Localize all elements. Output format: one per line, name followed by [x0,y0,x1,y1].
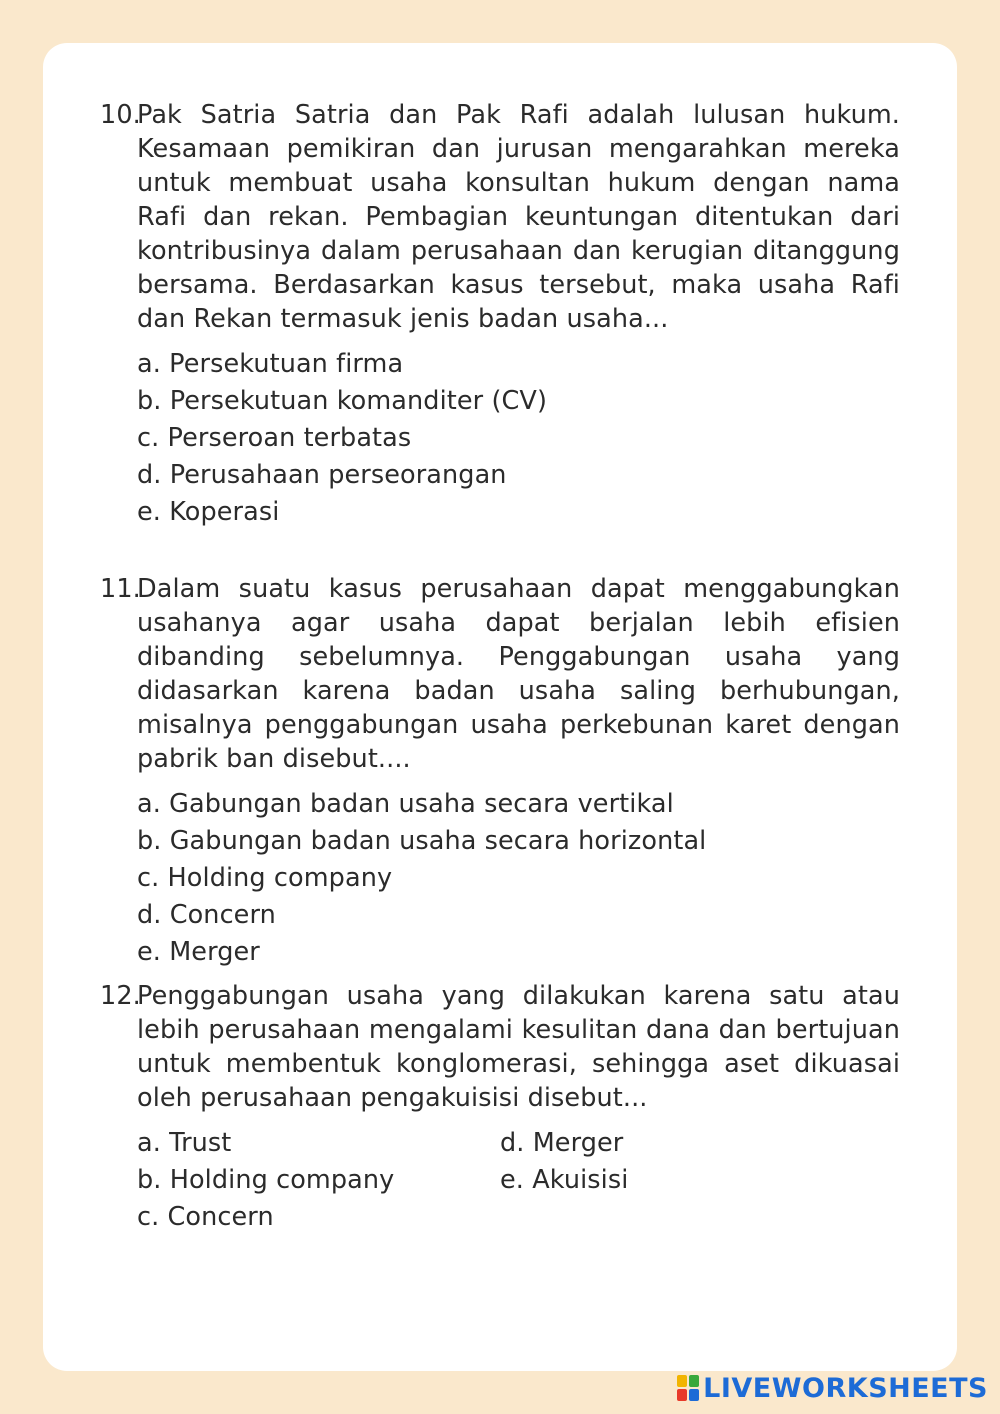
question-11 [100,572,900,971]
option-e[interactable]: e. Merger [137,937,260,967]
question-text: Penggabungan usaha yang dilakukan karena satu atau lebih perusahaan mengalami kesulitan dana dan bertujuan untuk membentuk konglomerasi, sehingga aset dikuasai oleh perusahaan pengakuisisi disebut... [137,981,900,1113]
question-number: 12. [100,981,141,1011]
question-12 [100,979,900,1236]
options-list [137,786,900,971]
option-d[interactable]: d. Concern [137,900,276,930]
option-b[interactable]: b. Persekutuan komanditer (CV) [137,386,547,416]
options-grid [137,1125,900,1236]
question-text: Pak Satria Satria dan Pak Rafi adalah lulusan hukum. Kesamaan pemikiran dan jurusan mengarahkan mereka untuk membuat usaha konsultan hukum dengan nama Rafi dan rekan. Pembagian keuntungan ditentukan dari kontribusinya dalam perusahaan dan kerugian ditanggung bersama. Berdasarkan kasus tersebut, maka usaha Rafi dan Rekan termasuk jenis badan usaha... [137,100,900,334]
question-text: Dalam suatu kasus perusahaan dapat menggabungkan usahanya agar usaha dapat berjalan lebih efisien dibanding sebelumnya. Penggabungan usaha yang didasarkan karena badan usaha saling berhubungan, misalnya penggabungan usaha perkebunan karet dengan pabrik ban disebut.... [137,574,900,774]
option-b[interactable]: b. Holding company [137,1165,395,1195]
option-c[interactable]: c. Holding company [137,863,393,893]
option-e[interactable]: e. Akuisisi [500,1165,629,1195]
question-number: 10. [100,100,141,130]
option-b[interactable]: b. Gabungan badan usaha secara horizontal [137,826,707,856]
option-c[interactable]: c. Perseroan terbatas [137,423,412,453]
question-10 [100,98,900,531]
option-c[interactable]: c. Concern [137,1202,274,1232]
liveworksheets-logo [677,1370,988,1406]
option-d[interactable]: d. Perusahaan perseorangan [137,460,507,490]
logo-grid-icon [677,1375,699,1401]
option-a[interactable]: a. Trust [137,1128,232,1158]
option-a[interactable]: a. Persekutuan firma [137,349,404,379]
options-list [137,346,900,531]
logo-text: LIVEWORKSHEETS [703,1372,988,1404]
question-number: 11. [100,574,141,604]
option-e[interactable]: e. Koperasi [137,497,280,527]
option-d[interactable]: d. Merger [500,1128,624,1158]
option-a[interactable]: a. Gabungan badan usaha secara vertikal [137,789,674,819]
